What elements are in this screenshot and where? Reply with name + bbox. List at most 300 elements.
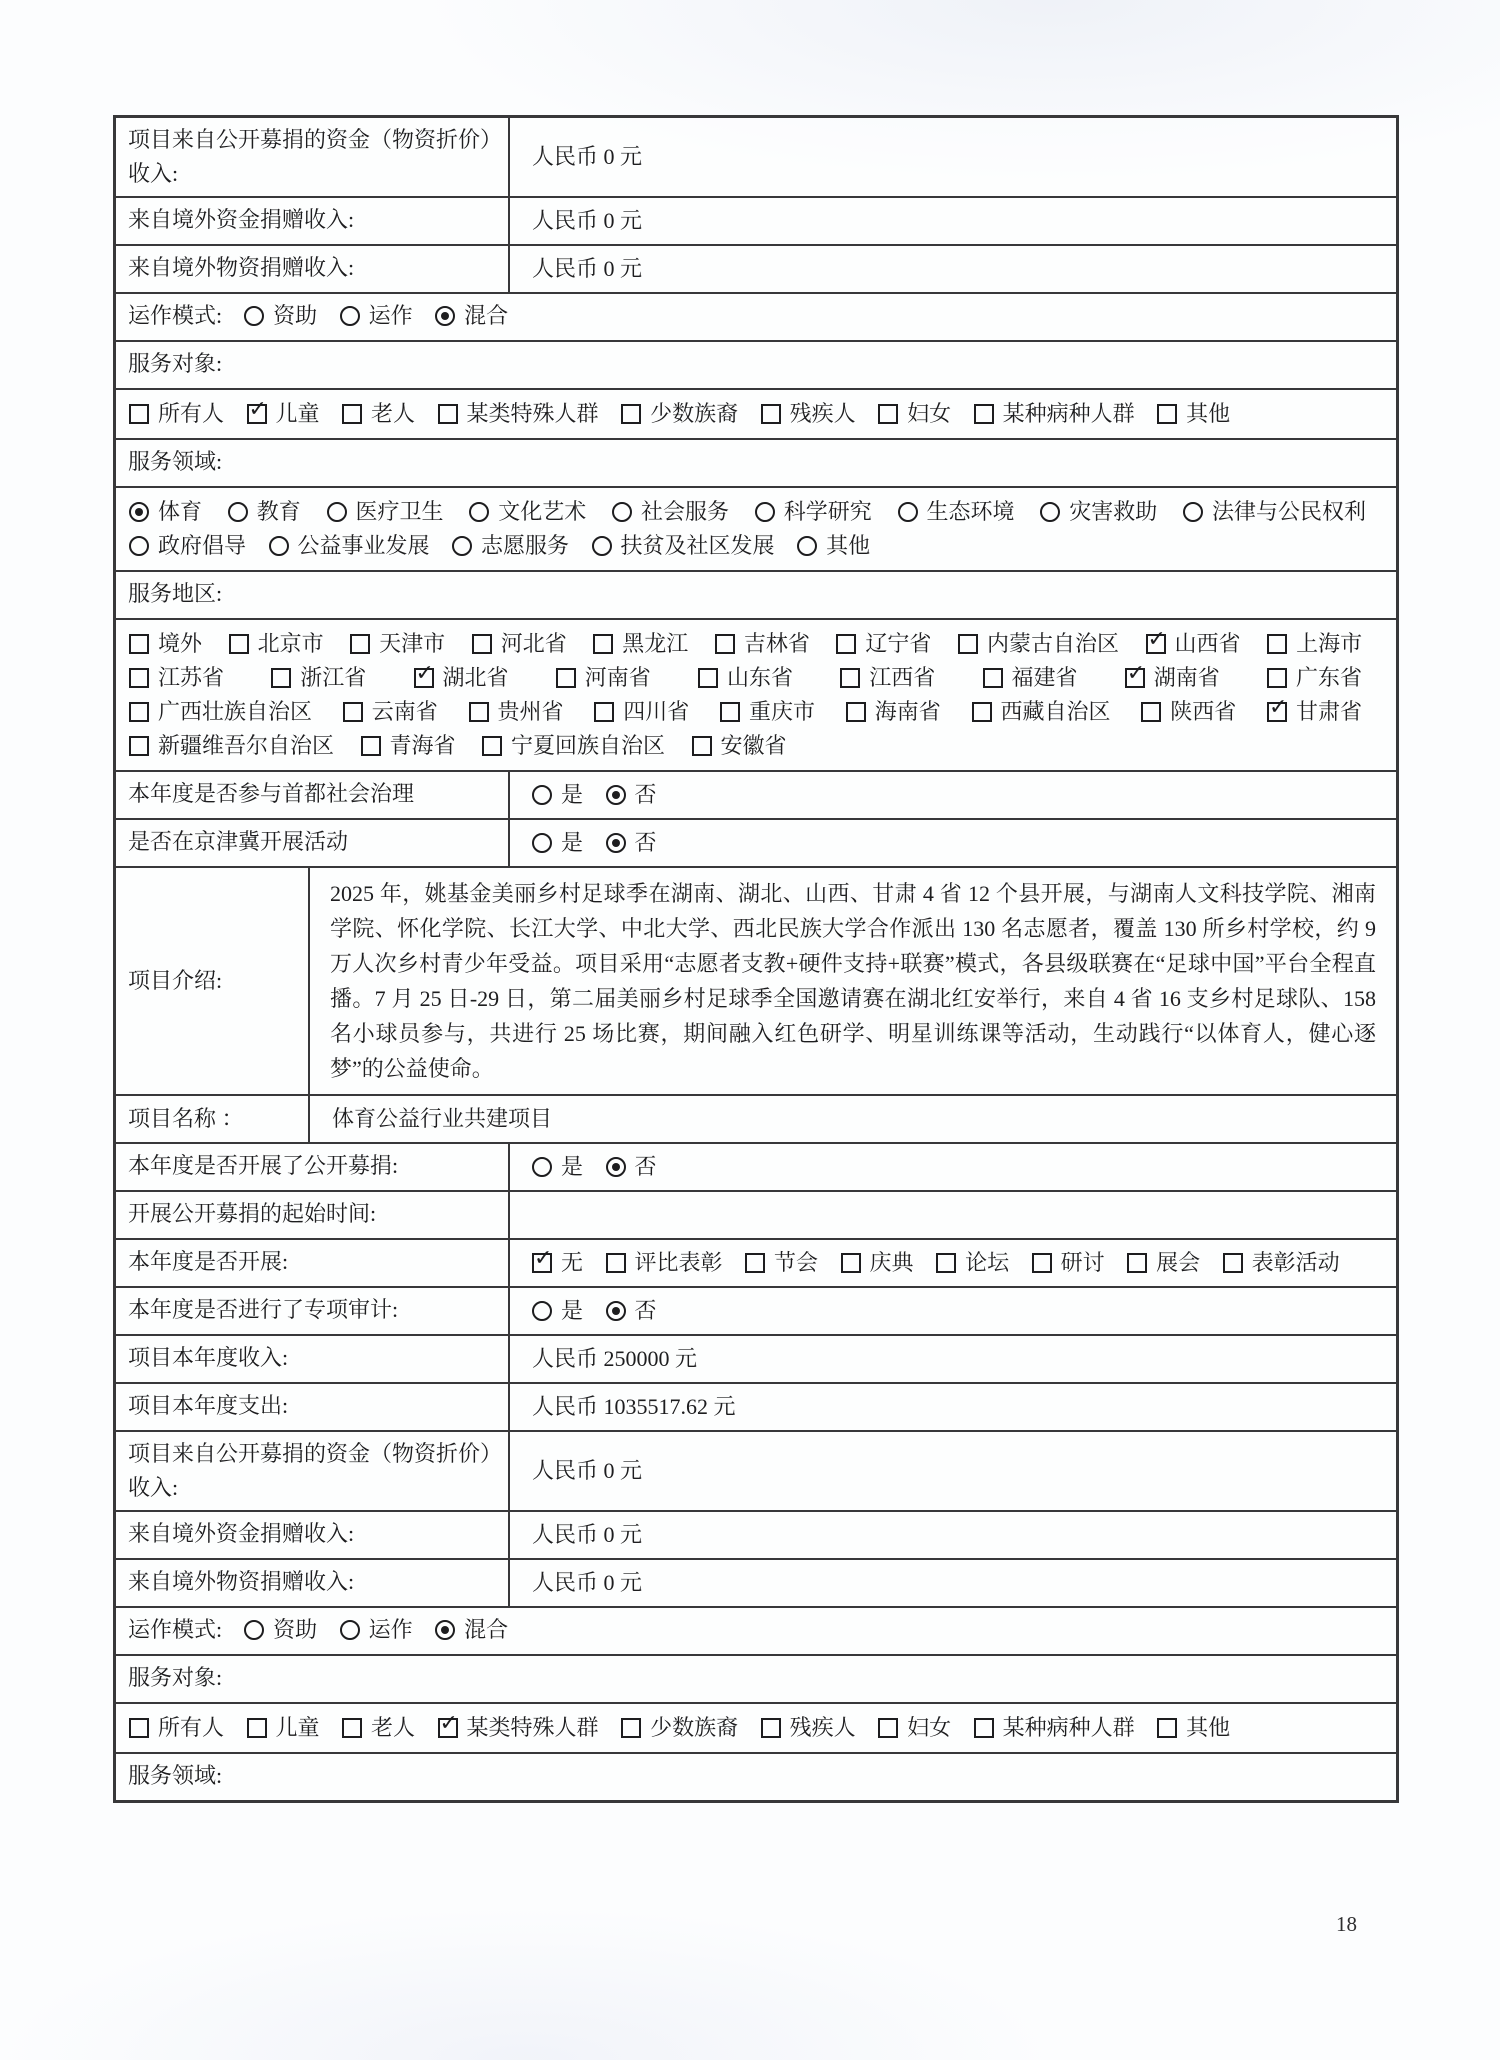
option-label: 北京市 <box>257 631 324 656</box>
radio-option <box>755 495 872 529</box>
checkbox-icon <box>606 1253 626 1273</box>
options-group <box>116 488 1396 570</box>
check-mark-icon: ✓ <box>534 1246 553 1271</box>
checkbox-option <box>343 695 438 729</box>
project-report-form-table <box>113 115 1399 1803</box>
checkbox-option <box>482 729 665 763</box>
radio-option <box>606 1150 657 1184</box>
radio-option <box>532 1294 583 1328</box>
options-row <box>116 618 1396 770</box>
checkbox-icon <box>350 634 370 654</box>
form-row <box>116 118 1396 196</box>
option-label: 所有人 <box>158 1715 225 1740</box>
checkbox-option <box>720 695 815 729</box>
form-row <box>116 1094 1396 1142</box>
radio-dot <box>612 1163 620 1171</box>
checkbox-option <box>247 397 320 431</box>
form-row <box>116 1334 1396 1382</box>
checkbox-icon <box>745 1253 765 1273</box>
radio-icon <box>606 1157 626 1177</box>
radio-icon <box>532 1157 552 1177</box>
checkbox-icon <box>129 736 149 756</box>
checkbox-option <box>129 729 334 763</box>
check-mark-icon: ✓ <box>439 1711 458 1736</box>
option-label: 是 <box>561 830 584 855</box>
checkbox-option <box>438 397 599 431</box>
checkbox-option <box>621 1711 738 1745</box>
option-label: 江西省 <box>869 665 936 690</box>
checkbox-option <box>361 729 456 763</box>
radio-option <box>269 529 430 563</box>
radio-option <box>435 299 508 333</box>
option-label: 论坛 <box>965 1250 1010 1275</box>
checkbox-icon <box>983 668 1003 688</box>
checkbox-icon <box>129 404 149 424</box>
radio-icon <box>755 502 775 522</box>
option-label: 云南省 <box>371 699 438 724</box>
checkbox-icon <box>532 1246 553 1273</box>
option-label: 上海市 <box>1296 631 1363 656</box>
form-row <box>116 770 1396 818</box>
page-number: 18 <box>1336 1912 1357 1936</box>
field-label: 项目本年度收入: <box>128 1345 289 1370</box>
checkbox-option <box>350 627 445 661</box>
field-label: 本年度是否参与首都社会治理 <box>128 781 415 806</box>
options-group <box>116 390 1396 438</box>
radio-option <box>228 495 301 529</box>
radio-icon <box>228 502 248 522</box>
checkbox-option <box>1223 1246 1340 1280</box>
radio-option <box>1183 495 1366 529</box>
checkbox-option <box>469 695 564 729</box>
option-label: 是 <box>561 1298 584 1323</box>
option-label: 境外 <box>158 631 203 656</box>
field-value <box>508 820 1396 866</box>
checkbox-option <box>129 1711 224 1745</box>
field-value <box>508 1240 1396 1286</box>
field-value: 人民币 0 元 <box>508 118 1396 196</box>
field-value: 体育公益行业共建项目 <box>308 1096 1396 1142</box>
option-label: 宁夏回族自治区 <box>511 733 666 758</box>
form-row <box>116 866 1396 1094</box>
field-value: 人民币 0 元 <box>508 198 1396 244</box>
option-label: 文化艺术 <box>498 499 587 524</box>
section-label: 服务对象: <box>128 351 223 376</box>
option-label: 其他 <box>1186 401 1231 426</box>
radio-option <box>1040 495 1157 529</box>
checkbox-icon <box>846 702 866 722</box>
section-label: 服务领域: <box>128 1763 223 1788</box>
section-header-row <box>116 340 1396 388</box>
field-label: 项目来自公开募捐的资金（物资折价）收入: <box>128 127 492 186</box>
checkbox-option <box>958 627 1119 661</box>
checkbox-option <box>229 627 324 661</box>
option-label: 科学研究 <box>783 499 872 524</box>
option-label: 某种病种人群 <box>1002 1715 1135 1740</box>
option-label: 残疾人 <box>789 401 856 426</box>
checkbox-icon <box>414 661 434 688</box>
radio-icon <box>1040 502 1060 522</box>
option-label: 少数族裔 <box>650 401 739 426</box>
checkbox-icon <box>229 634 249 654</box>
checkbox-option <box>745 1246 818 1280</box>
checkbox-icon <box>715 634 735 654</box>
option-label: 湖北省 <box>442 665 509 690</box>
field-label: 运作模式: <box>128 303 223 328</box>
checkbox-option <box>129 661 224 695</box>
radio-icon <box>340 1620 360 1640</box>
form-row <box>116 196 1396 244</box>
radio-dot <box>612 1307 620 1315</box>
checkbox-icon <box>1125 661 1146 688</box>
option-label: 其他 <box>1186 1715 1231 1740</box>
radio-icon <box>606 1301 626 1321</box>
checkbox-option <box>715 627 810 661</box>
checkbox-option <box>840 661 935 695</box>
section-header-row <box>116 1654 1396 1702</box>
option-label: 辽宁省 <box>865 631 932 656</box>
checkbox-option <box>1157 1711 1230 1745</box>
option-label: 老人 <box>371 401 416 426</box>
checkbox-icon <box>1157 1718 1177 1738</box>
checkbox-option <box>1125 661 1220 695</box>
option-label: 资助 <box>273 303 318 328</box>
checkbox-icon <box>556 668 576 688</box>
check-mark-icon: ✓ <box>1126 661 1146 686</box>
option-label: 公益事业发展 <box>297 533 430 558</box>
radio-icon <box>435 306 455 326</box>
option-label: 西藏自治区 <box>1000 699 1111 724</box>
checkbox-icon <box>1267 634 1287 654</box>
option-label: 教育 <box>256 499 301 524</box>
option-label: 妇女 <box>907 1715 952 1740</box>
radio-option <box>592 529 775 563</box>
checkbox-icon <box>972 702 992 722</box>
radio-icon <box>244 1620 264 1640</box>
checkbox-icon <box>482 736 502 756</box>
option-label: 少数族裔 <box>650 1715 739 1740</box>
option-label: 否 <box>634 782 657 807</box>
section-header-row <box>116 1752 1396 1800</box>
option-label: 吉林省 <box>743 631 810 656</box>
checkbox-option <box>878 1711 951 1745</box>
radio-option <box>532 778 583 812</box>
inline-options-cell <box>116 1608 1396 1654</box>
checkbox-icon <box>594 702 614 722</box>
checkbox-icon <box>841 1253 861 1273</box>
checkbox-icon <box>761 404 781 424</box>
radio-icon <box>898 502 918 522</box>
option-label: 研讨 <box>1060 1250 1105 1275</box>
checkbox-icon <box>469 702 489 722</box>
radio-dot <box>612 791 620 799</box>
radio-option <box>532 1150 583 1184</box>
checkbox-icon <box>1157 404 1177 424</box>
checkbox-option <box>342 1711 415 1745</box>
field-value: 2025 年，姚基金美丽乡村足球季在湖南、湖北、山西、甘肃 4 省 12 个县开展，与湖南人文科技学院、湘南学院、怀化学院、长江大学、中北大学、西北民族大学合作派出 130 名志愿者，覆盖 130 所乡村学校，约 9 万人次乡村青少年受益。项目采用“志愿者支教+硬件支持+联赛”模式，各县级联赛在“足球中国”平台全程直播。7 月 25 日-29 日，第二届美丽乡村足球季全国邀请赛在湖北红安举行，来自 4 省 16 支乡村足球队、158 名小球员参与，共进行 25 场比赛，期间融入红色研学、明星训练课等活动，生动践行“以体育人，健心逐梦”的公益使命。 <box>308 868 1396 1094</box>
checkbox-icon <box>342 404 362 424</box>
radio-option <box>797 529 870 563</box>
field-value <box>508 1144 1396 1190</box>
checkbox-option <box>593 627 688 661</box>
radio-icon <box>606 785 626 805</box>
checkbox-icon <box>438 404 458 424</box>
radio-option <box>340 299 413 333</box>
option-label: 河南省 <box>584 665 651 690</box>
option-label: 某类特殊人群 <box>466 1715 599 1740</box>
checkbox-icon <box>438 1711 458 1738</box>
checkbox-option <box>974 1711 1135 1745</box>
option-label: 儿童 <box>275 401 320 426</box>
checkbox-icon <box>698 668 718 688</box>
checkbox-option <box>972 695 1111 729</box>
options-row <box>116 486 1396 570</box>
option-label: 是 <box>561 782 584 807</box>
field-label: 本年度是否进行了专项审计: <box>128 1297 399 1322</box>
radio-icon <box>592 536 612 556</box>
option-label: 医疗卫生 <box>355 499 444 524</box>
radio-option <box>435 1613 508 1647</box>
option-label: 资助 <box>273 1617 318 1642</box>
checkbox-icon <box>472 634 492 654</box>
radio-option <box>340 1613 413 1647</box>
form-row <box>116 818 1396 866</box>
field-label: 本年度是否开展: <box>128 1249 289 1274</box>
option-label: 重庆市 <box>749 699 816 724</box>
option-label: 是 <box>561 1154 584 1179</box>
option-label: 陕西省 <box>1170 699 1237 724</box>
option-label: 黑龙江 <box>622 631 689 656</box>
option-label: 浙江省 <box>300 665 367 690</box>
option-label: 某类特殊人群 <box>466 401 599 426</box>
radio-icon <box>129 536 149 556</box>
option-label: 内蒙古自治区 <box>986 631 1119 656</box>
options-group <box>116 620 1396 770</box>
form-row <box>116 1190 1396 1238</box>
checkbox-option <box>983 661 1078 695</box>
checkbox-option <box>129 695 312 729</box>
checkbox-icon <box>247 397 267 424</box>
checkbox-icon <box>1223 1253 1243 1273</box>
checkbox-option <box>1146 627 1241 661</box>
inline-options-row <box>116 292 1396 340</box>
field-value: 人民币 0 元 <box>508 1432 1396 1510</box>
checkbox-option <box>692 729 787 763</box>
option-label: 福建省 <box>1011 665 1078 690</box>
radio-option <box>327 495 444 529</box>
inline-options-cell <box>116 294 1396 340</box>
radio-icon <box>269 536 289 556</box>
option-label: 天津市 <box>379 631 446 656</box>
checkbox-icon <box>247 1718 267 1738</box>
form-row <box>116 1558 1396 1606</box>
radio-option <box>244 1613 317 1647</box>
checkbox-icon <box>361 736 381 756</box>
radio-option <box>129 529 246 563</box>
radio-icon <box>606 833 626 853</box>
form-row <box>116 1430 1396 1510</box>
field-value: 人民币 0 元 <box>508 1560 1396 1606</box>
option-label: 节会 <box>774 1250 819 1275</box>
field-value: 人民币 0 元 <box>508 1512 1396 1558</box>
option-label: 法律与公民权利 <box>1212 499 1367 524</box>
option-label: 政府倡导 <box>158 533 247 558</box>
option-label: 四川省 <box>623 699 690 724</box>
checkbox-icon <box>343 702 363 722</box>
checkbox-icon <box>1267 668 1287 688</box>
checkbox-option <box>761 1711 856 1745</box>
options-row <box>116 388 1396 438</box>
form-row <box>116 1142 1396 1190</box>
check-mark-icon: ✓ <box>1147 627 1166 652</box>
checkbox-option <box>1267 695 1362 729</box>
option-label: 扶贫及社区发展 <box>620 533 775 558</box>
option-label: 展会 <box>1156 1250 1201 1275</box>
option-label: 山西省 <box>1174 631 1241 656</box>
section-label: 服务领域: <box>128 449 223 474</box>
radio-option <box>612 495 729 529</box>
checkbox-icon <box>974 404 994 424</box>
radio-option <box>606 1294 657 1328</box>
radio-icon <box>244 306 264 326</box>
checkbox-icon <box>1141 702 1161 722</box>
radio-option <box>129 495 202 529</box>
option-label: 体育 <box>158 499 203 524</box>
checkbox-icon <box>936 1253 956 1273</box>
section-label: 服务地区: <box>128 581 223 606</box>
radio-dot <box>135 508 143 516</box>
section-header-row <box>116 570 1396 618</box>
field-label: 项目本年度支出: <box>128 1393 289 1418</box>
checkbox-option <box>878 397 951 431</box>
option-label: 否 <box>634 830 657 855</box>
form-row <box>116 1382 1396 1430</box>
options-group <box>244 303 525 328</box>
radio-icon <box>327 502 347 522</box>
radio-icon <box>532 833 552 853</box>
checkbox-option <box>1267 627 1362 661</box>
checkbox-option <box>974 397 1135 431</box>
form-row <box>116 244 1396 292</box>
checkbox-option <box>247 1711 320 1745</box>
radio-icon <box>435 1620 455 1640</box>
field-value: 人民币 250000 元 <box>508 1336 1396 1382</box>
radio-dot <box>612 839 620 847</box>
inline-options-row <box>116 1606 1396 1654</box>
field-label: 运作模式: <box>128 1617 223 1642</box>
option-label: 残疾人 <box>789 1715 856 1740</box>
checkbox-option <box>414 661 509 695</box>
field-label: 是否在京津冀开展活动 <box>128 829 349 854</box>
options-group <box>116 1704 1396 1752</box>
checkbox-option <box>1141 695 1236 729</box>
checkbox-option <box>936 1246 1009 1280</box>
option-label: 妇女 <box>907 401 952 426</box>
option-label: 所有人 <box>158 401 225 426</box>
checkbox-option <box>698 661 793 695</box>
field-value <box>508 1288 1396 1334</box>
radio-dot <box>441 1626 449 1634</box>
option-label: 河北省 <box>500 631 567 656</box>
option-label: 青海省 <box>389 733 456 758</box>
check-mark-icon: ✓ <box>248 397 267 422</box>
field-label: 项目名称 ： <box>128 1106 244 1131</box>
checkbox-option <box>129 397 224 431</box>
option-label: 运作 <box>368 303 413 328</box>
checkbox-option <box>129 627 202 661</box>
checkbox-option <box>1157 397 1230 431</box>
checkbox-icon <box>1127 1253 1147 1273</box>
radio-option <box>452 529 569 563</box>
option-label: 运作 <box>368 1617 413 1642</box>
field-label: 来自境外资金捐赠收入: <box>128 207 355 232</box>
option-label: 否 <box>634 1298 657 1323</box>
field-label: 开展公开募捐的起始时间: <box>128 1201 377 1226</box>
checkbox-option <box>836 627 931 661</box>
radio-icon <box>612 502 632 522</box>
option-label: 山东省 <box>727 665 794 690</box>
checkbox-icon <box>621 404 641 424</box>
option-label: 某种病种人群 <box>1002 401 1135 426</box>
radio-option <box>898 495 1015 529</box>
checkbox-icon <box>692 736 712 756</box>
radio-icon <box>532 785 552 805</box>
option-label: 儿童 <box>275 1715 320 1740</box>
checkbox-icon <box>878 404 898 424</box>
radio-icon <box>469 502 489 522</box>
checkbox-option <box>438 1711 599 1745</box>
option-label: 表彰活动 <box>1251 1250 1340 1275</box>
field-label: 项目介绍: <box>128 968 223 993</box>
checkbox-option <box>846 695 941 729</box>
checkbox-option <box>1032 1246 1105 1280</box>
field-label: 来自境外物资捐赠收入: <box>128 255 355 280</box>
radio-option <box>469 495 586 529</box>
option-label: 安徽省 <box>720 733 787 758</box>
option-label: 灾害救助 <box>1069 499 1158 524</box>
option-label: 社会服务 <box>641 499 730 524</box>
option-label: 贵州省 <box>497 699 564 724</box>
option-label: 湖南省 <box>1153 665 1220 690</box>
checkbox-icon <box>621 1718 641 1738</box>
form-row <box>116 1238 1396 1286</box>
checkbox-icon <box>761 1718 781 1738</box>
checkbox-option <box>1127 1246 1200 1280</box>
checkbox-icon <box>1267 695 1288 722</box>
checkbox-icon <box>271 668 291 688</box>
field-value <box>508 772 1396 818</box>
checkbox-icon <box>342 1718 362 1738</box>
radio-icon <box>340 306 360 326</box>
checkbox-option <box>556 661 651 695</box>
section-header-row <box>116 438 1396 486</box>
checkbox-icon <box>720 702 740 722</box>
form-row <box>116 1510 1396 1558</box>
checkbox-option <box>594 695 689 729</box>
checkbox-icon <box>593 634 613 654</box>
radio-icon <box>129 502 149 522</box>
option-label: 海南省 <box>874 699 941 724</box>
radio-option <box>606 778 657 812</box>
field-label: 本年度是否开展了公开募捐: <box>128 1153 399 1178</box>
option-label: 甘肃省 <box>1296 699 1363 724</box>
radio-dot <box>441 312 449 320</box>
radio-icon <box>532 1301 552 1321</box>
checkbox-icon <box>129 1718 149 1738</box>
checkbox-icon <box>1146 627 1166 654</box>
checkbox-icon <box>1032 1253 1052 1273</box>
option-label: 无 <box>561 1250 584 1275</box>
